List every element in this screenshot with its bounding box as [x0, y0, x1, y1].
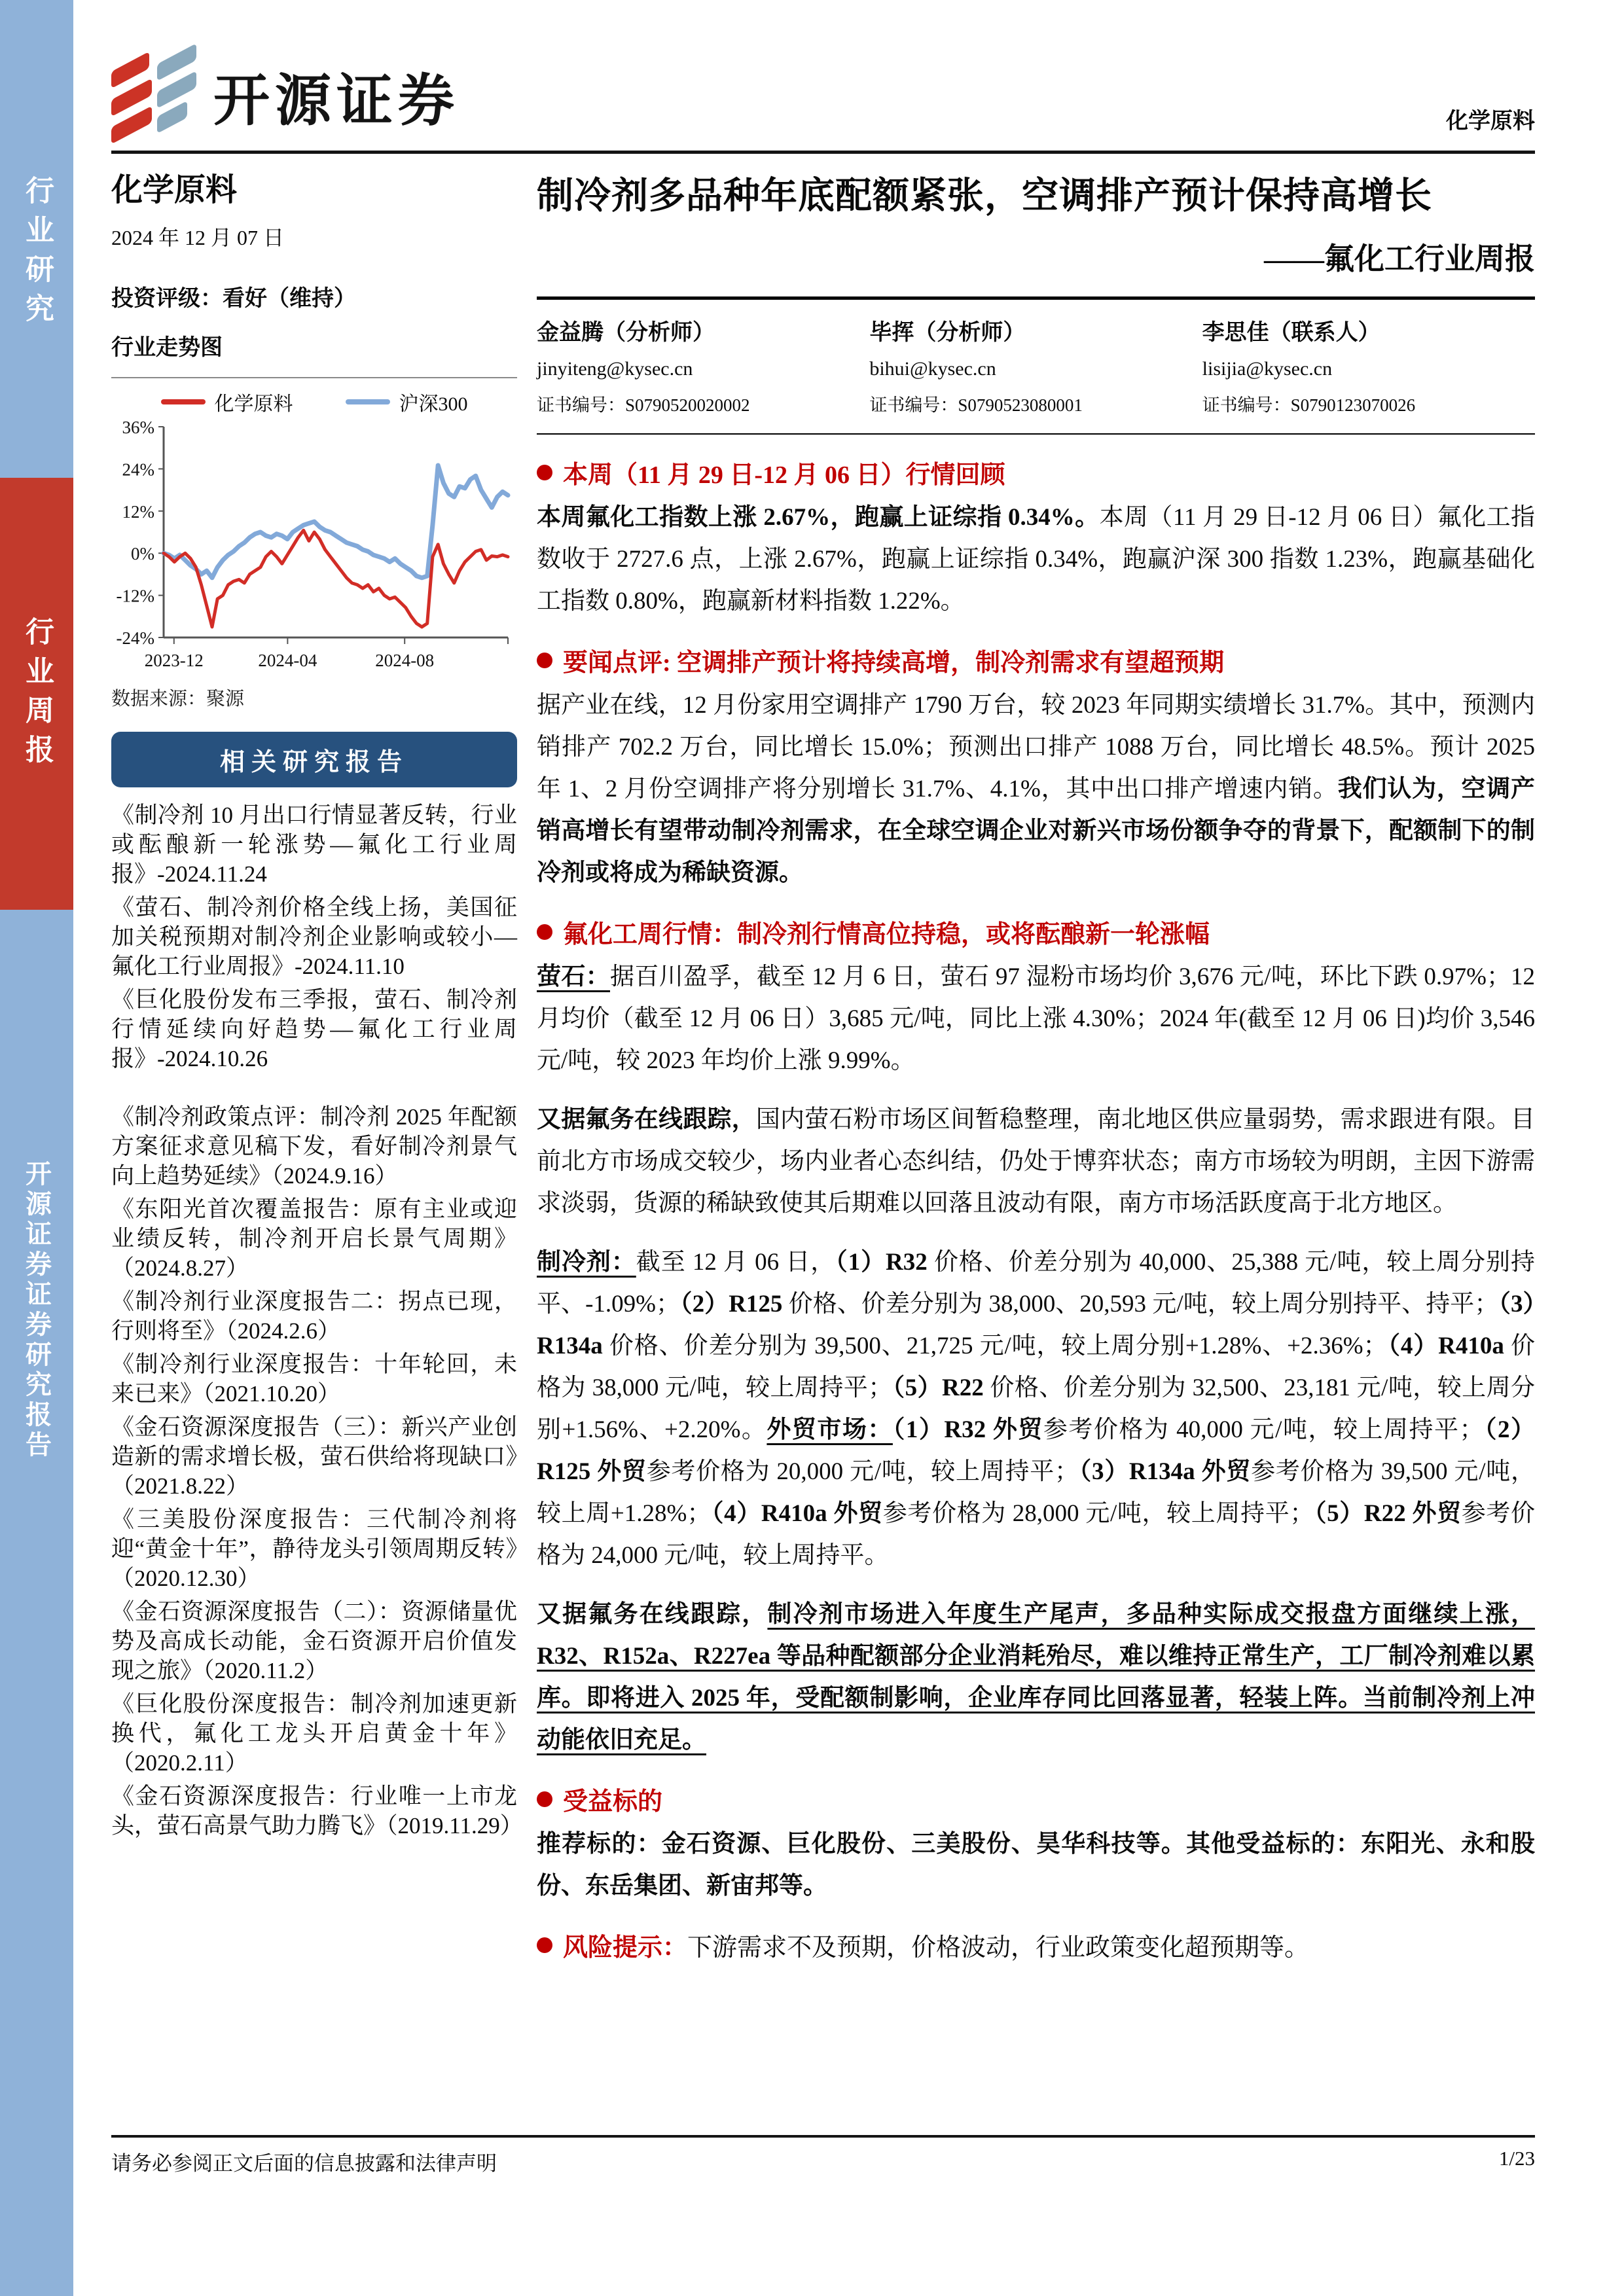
report-subtitle: ——氟化工行业周报 [1264, 242, 1535, 276]
report-item[interactable]: 《制冷剂政策点评：制冷剂 2025 年配额方案征求意见稿下发，看好制冷剂景气向上趋势延续》（2024.9.16） [111, 1104, 517, 1189]
footer-disclaimer: 请务必参阅正文后面的信息披露和法律声明 [111, 2152, 497, 2175]
sidebar-band-research-report [0, 910, 73, 2296]
analyst-name: 毕挥（分析师） [869, 321, 1026, 345]
paragraph: 据产业在线，12 月份家用空调排产 1790 万台，较 2023 年同期实绩增长 31.7%。其中，预测内销排产 702.2 万台，同比增长 15.0%；预测出口排产 1088 万台，同比增长 48.5%。预计 2025 年 1、2 月份空调排产将分别增长 31.7%、4.1%，其中出口排产增速内销。我们认为，空调产销高增长有望带动制冷剂需求，在全球空调企业对新兴市场份额争夺的背景下，配额制下的制冷剂或将成为稀缺资源。 [537, 692, 1535, 886]
paragraph: 制冷剂：截至 12 月 06 日，（1）R32 价格、价差分别为 40,000、25,388 元/吨，较上周分别持平、-1.09%；（2）R125 价格、价差分别为 38,000、20,593 元/吨，较上周分别持平、持平；（3）R134a 价格、价差分别为 39,500、21,725 元/吨，较上周分别+1.28%、+2.36%；（4）R410a 价格为 38,000 元/吨，较上周持平；（5）R22 价格、价差分别为 32,500、23,181 元/吨，较上周分别+1.56%、+2.20%。外贸市场：（1）R32 外贸参考价格为 40,000 元/吨，较上周持平；（2）R125 外贸参考价格为 20,000 元/吨，较上周持平；（3）R134a 外贸参考价格为 39,500 元/吨，较上周+1.28%；（4）R410a 外贸参考价格为 28,000 元/吨，较上周持平；（5）R22 外贸参考价格为 24,000 元/吨，较上周持平。 [537, 1249, 1536, 1569]
bullet-icon [537, 924, 552, 940]
industry-title: 化学原料 [111, 173, 238, 207]
related-reports-list [111, 800, 517, 1073]
report-date: 2024 年 12 月 07 日 [111, 226, 285, 249]
analyst-1 [537, 314, 869, 416]
section-heading: 风险提示：下游需求不及预期，价格波动，行业政策变化超预期等。 [537, 1927, 1535, 1963]
analyst-email[interactable]: lisijia@kysec.cn [1202, 358, 1333, 380]
svg-text:0%: 0% [131, 544, 154, 564]
analyst-cert: 证书编号：S0790520020002 [537, 395, 750, 415]
report-item[interactable]: 《金石资源深度报告：行业唯一上市龙头，萤石高景气助力腾飞》（2019.11.29） [111, 1784, 523, 1839]
report-item[interactable]: 《三美股份深度报告：三代制冷剂将迎“黄金十年”，静待龙头引领周期反转》（2020.12.30） [111, 1507, 517, 1591]
report-item[interactable]: 《萤石、制冷剂价格全线上扬，美国征加关税预期对制冷剂企业影响或较小—氟化工行业周报》-2024.11.10 [111, 895, 517, 979]
svg-text:36%: 36% [122, 419, 154, 437]
report-item[interactable]: 《东阳光首次覆盖报告：原有主业或迎业绩反转，制冷剂开启长景气周期》（2024.8.27） [111, 1196, 517, 1281]
report-item[interactable]: 《金石资源深度报告（二）：资源储量优势及高成长动能，金石资源开启价值发现之旅》（2020.11.2） [111, 1599, 517, 1683]
brand-name: 开源证券 [213, 69, 460, 132]
chart-source: 数据来源：聚源 [111, 689, 245, 709]
chart-legend [111, 387, 517, 416]
paragraph: 本周氟化工指数上涨 2.67%，跑赢上证综指 0.34%。本周（11 月 29 日-12 月 06 日）氟化工指数收于 2727.6 点，上涨 2.67%，跑赢上证综指 0.34%，跑赢沪深 300 指数 1.23%，跑赢基础化工指数 0.80%，跑赢新材料指数 1.22%。 [537, 504, 1535, 615]
svg-text:-12%: -12% [116, 586, 154, 606]
analyst-name: 李思佳（联系人） [1202, 321, 1380, 345]
content-area [111, 0, 1535, 1969]
analyst-cert: 证书编号：S0790523080001 [869, 395, 1083, 415]
report-title: 制冷剂多品种年底配额紧张，空调排产预计保持高增长 [537, 176, 1432, 217]
sidebar [0, 0, 73, 2296]
sidebar-band-industry-weekly [0, 478, 73, 910]
analyst-3 [1202, 314, 1535, 416]
section-heading: 本周（11 月 29 日-12 月 06 日）行情回顾 [537, 454, 1535, 490]
analyst-name: 金益腾（分析师） [537, 321, 715, 345]
sidebar-label-research-report: 开源证券证券研究报告 [22, 1160, 52, 1461]
legend-swatch-icon [346, 399, 390, 404]
report-item[interactable]: 《制冷剂行业深度报告：十年轮回，未来已来》（2021.10.20） [111, 1352, 517, 1407]
paragraph: 萤石：据百川盈孚，截至 12 月 6 日，萤石 97 湿粉市场均价 3,676 元/吨，环比下跌 0.97%；12 月均价（截至 12 月 06 日）3,685 元/吨，同比上涨 4.30%；2024 年(截至 12 月 06 日)均价 3,546 元/吨，较 2023 年均价上涨 9.99%。 [537, 963, 1535, 1074]
sidebar-label-industry-research: 行业研究 [21, 175, 53, 332]
page-number: 1/23 [1498, 2147, 1535, 2170]
left-column [111, 154, 523, 1969]
report-item[interactable]: 《制冷剂行业深度报告二：拐点已现，行则将至》（2024.2.6） [111, 1289, 517, 1344]
footer-divider [111, 2135, 1535, 2138]
bullet-icon [537, 1791, 552, 1807]
trend-chart-plot [111, 419, 517, 674]
related-reports-header: 相关研究报告 [111, 732, 517, 787]
legend-item [346, 387, 468, 416]
trend-chart-title: 行业走势图 [111, 336, 223, 360]
history-reports-list [111, 1102, 523, 1840]
analyst-email[interactable]: bihui@kysec.cn [869, 358, 996, 380]
svg-text:2024-04: 2024-04 [258, 651, 317, 670]
svg-text:-24%: -24% [116, 628, 154, 648]
legend-label: 沪深300 [399, 393, 468, 415]
report-item[interactable]: 《巨化股份发布三季报，萤石、制冷剂行情延续向好趋势—氟化工行业周报》-2024.10.26 [111, 987, 517, 1071]
trend-chart [111, 377, 517, 677]
svg-text:2024-08: 2024-08 [375, 651, 435, 670]
investment-rating: 投资评级：看好（维持） [111, 287, 356, 311]
report-item[interactable]: 《巨化股份深度报告：制冷剂加速更新换代，氟化工龙头开启黄金十年》（2020.2.11） [111, 1691, 517, 1776]
right-column [537, 154, 1535, 1969]
section-heading: 氟化工周行情：制冷剂行情高位持稳，或将酝酿新一轮涨幅 [537, 914, 1535, 950]
report-item[interactable]: 《金石资源深度报告（三）：新兴产业创造新的需求增长极，萤石供给将现缺口》（2021.8.22） [111, 1414, 517, 1499]
report-item[interactable]: 《制冷剂 10 月出口行情显著反转，行业或酝酿新一轮涨势—氟化工行业周报》-2024.11.24 [111, 802, 517, 887]
series-化学原料 [164, 530, 508, 627]
legend-item [161, 387, 293, 416]
legend-swatch-icon [161, 399, 206, 404]
report-body [537, 454, 1535, 1963]
bullet-icon [537, 653, 552, 668]
sidebar-label-industry-weekly: 行业周报 [21, 617, 53, 774]
analyst-email[interactable]: jinyiteng@kysec.cn [537, 358, 693, 380]
analyst-2 [869, 314, 1202, 416]
category-label: 化学原料 [1446, 109, 1535, 134]
svg-text:24%: 24% [122, 459, 154, 480]
page-header [111, 0, 1535, 139]
series-沪深300 [164, 465, 508, 578]
paragraph: 又据氟务在线跟踪，制冷剂市场进入年度生产尾声，多品种实际成交报盘方面继续上涨，R32、R152a、R227ea 等品种配额部分企业消耗殆尽，难以维持正常生产，工厂制冷剂难以累库。即将进入 2025 年，受配额制影响，企业库存同比回落显著，轻装上阵。当前制冷剂上冲动能依旧充足。 [537, 1601, 1535, 1753]
section-heading: 要闻点评: 空调排产预计将持续高增，制冷剂需求有望超预期 [537, 642, 1535, 678]
paragraph: 推荐标的：金石资源、巨化股份、三美股份、昊华科技等。其他受益标的：东阳光、永和股份、东岳集团、新宙邦等。 [537, 1831, 1535, 1899]
page-footer [111, 2135, 1535, 2176]
sidebar-band-industry-research [0, 0, 73, 478]
brand-logo [111, 52, 460, 139]
analysts-block [537, 296, 1535, 435]
svg-text:2023-12: 2023-12 [144, 651, 204, 670]
legend-label: 化学原料 [214, 393, 293, 415]
bullet-icon [537, 465, 552, 480]
brand-logo-icon [111, 52, 196, 139]
bullet-icon [537, 1937, 552, 1953]
paragraph: 又据氟务在线跟踪，国内萤石粉市场区间暂稳整理，南北地区供应量弱势，需求跟进有限。目前北方市场成交较少，场内业者心态纠结，仍处于博弈状态；南方市场较为明朗，主因下游需求淡弱，货源的稀缺致使其后期难以回落且波动有限，南方市场活跃度高于北方地区。 [537, 1106, 1536, 1217]
analyst-cert: 证书编号：S0790123070026 [1202, 395, 1416, 415]
svg-text:12%: 12% [122, 501, 154, 522]
section-heading: 受益标的 [537, 1781, 1535, 1817]
